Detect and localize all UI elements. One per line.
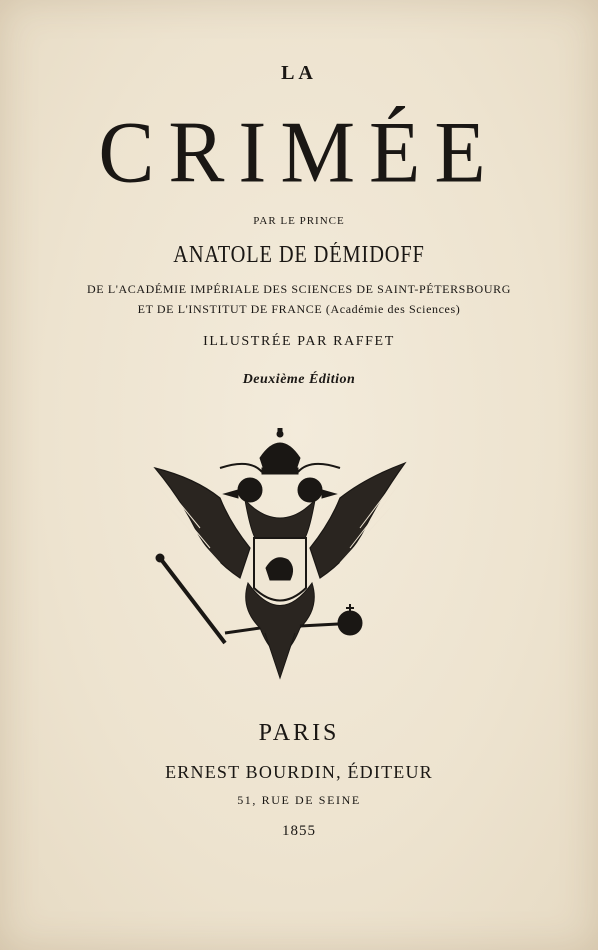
affiliation-line-1: DE L'ACADÉMIE IMPÉRIALE DES SCIENCES DE SAINT-PÉTERSBOURG bbox=[87, 282, 511, 296]
publication-year: 1855 bbox=[282, 823, 316, 839]
by-line: PAR LE PRINCE bbox=[253, 215, 345, 227]
left-wing bbox=[155, 468, 250, 578]
edition-label: Deuxième Édition bbox=[242, 372, 356, 387]
double-headed-eagle-icon bbox=[150, 428, 410, 688]
scepter-icon bbox=[156, 554, 260, 643]
publication-city: PARIS bbox=[258, 720, 340, 746]
title-article: LA bbox=[281, 62, 317, 84]
publisher-name: ERNEST BOURDIN, ÉDITEUR bbox=[165, 762, 433, 782]
affiliation-line-2: ET DE L'INSTITUT DE FRANCE (Académie des Sciences) bbox=[137, 302, 461, 316]
illustrator-credit: ILLUSTRÉE PAR RAFFET bbox=[203, 334, 395, 349]
book-title: CRIMÉE bbox=[98, 103, 500, 202]
crown-icon bbox=[220, 428, 340, 474]
author-name: ANATOLE DE DÉMIDOFF bbox=[173, 242, 425, 268]
right-wing bbox=[310, 463, 405, 578]
publisher-address: 51, RUE DE SEINE bbox=[237, 793, 361, 807]
